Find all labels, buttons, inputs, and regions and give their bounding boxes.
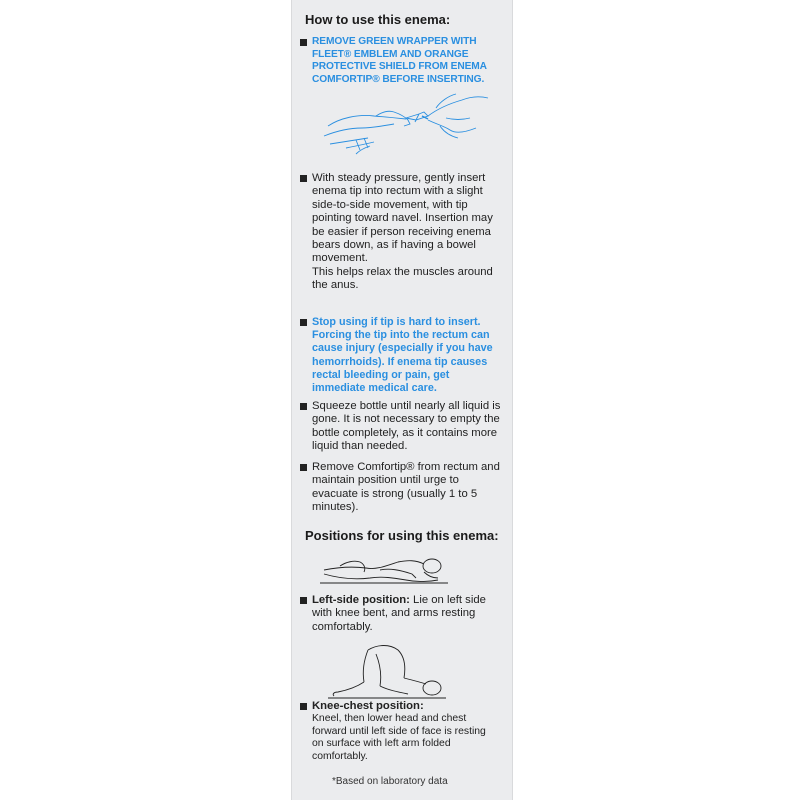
bullet-square-icon [300, 597, 307, 604]
warning-text: Stop using if tip is hard to insert. Forcing the tip into the rectum can cause injury (especially if you have hemorrhoids). If enema tip causes rectal bleeding or pain, get immediate medical care. [312, 316, 493, 395]
positions-heading: Positions for using this enema: [305, 528, 499, 543]
bullet-square-icon [300, 39, 307, 46]
left-side-position-illustration [320, 548, 450, 588]
position-description: Lie on left side with knee bent, and arms resting comfortably. [312, 594, 486, 633]
step-remove-wrapper [300, 36, 508, 87]
bullet-square-icon [300, 319, 307, 326]
position-title: Left-side position: [312, 594, 410, 606]
position-description: Kneel, then lower head and chest forward until left side of face is resting on surface with left arm folded comfortably. [312, 713, 486, 762]
step-text: REMOVE GREEN WRAPPER WITH FLEET® EMBLEM AND ORANGE PROTECTIVE SHIELD FROM ENEMA COMFORTIP® BEFORE INSERTING. [312, 36, 487, 86]
footnote: *Based on laboratory data [332, 776, 448, 787]
step-text: Squeeze bottle until nearly all liquid is gone. It is not necessary to empty the bottle completely, as it contains more liquid than needed. [312, 400, 501, 453]
bullet-square-icon [300, 464, 307, 471]
how-to-use-heading: How to use this enema: [305, 12, 451, 27]
step-text: Remove Comfortip® from rectum and maintain position until urge to evacuate is strong (usually 1 to 5 minutes). [312, 461, 500, 514]
hands-removing-cap-illustration [316, 88, 492, 158]
step-insert-tip [300, 172, 508, 293]
step-stop-warning [300, 316, 508, 395]
bullet-square-icon [300, 403, 307, 410]
step-text-continued: This helps relax the muscles around the anus. [312, 265, 493, 292]
step-text: With steady pressure, gently insert enema tip into rectum with a slight side-to-side movement, with tip pointing toward navel. Insertion may be easier if person receiving enema bears down, as if having a bowel movement. [312, 172, 493, 265]
position-title: Knee-chest position: [312, 700, 424, 712]
instructions-panel [291, 0, 513, 800]
knee-chest-position-illustration [328, 640, 448, 702]
position-text [312, 594, 502, 634]
bullet-square-icon [300, 175, 307, 182]
step-remove-comfortip [300, 461, 508, 515]
step-squeeze-bottle [300, 400, 508, 454]
knee-chest-position [300, 700, 508, 763]
bullet-square-icon [300, 703, 307, 710]
left-side-position [300, 594, 508, 634]
